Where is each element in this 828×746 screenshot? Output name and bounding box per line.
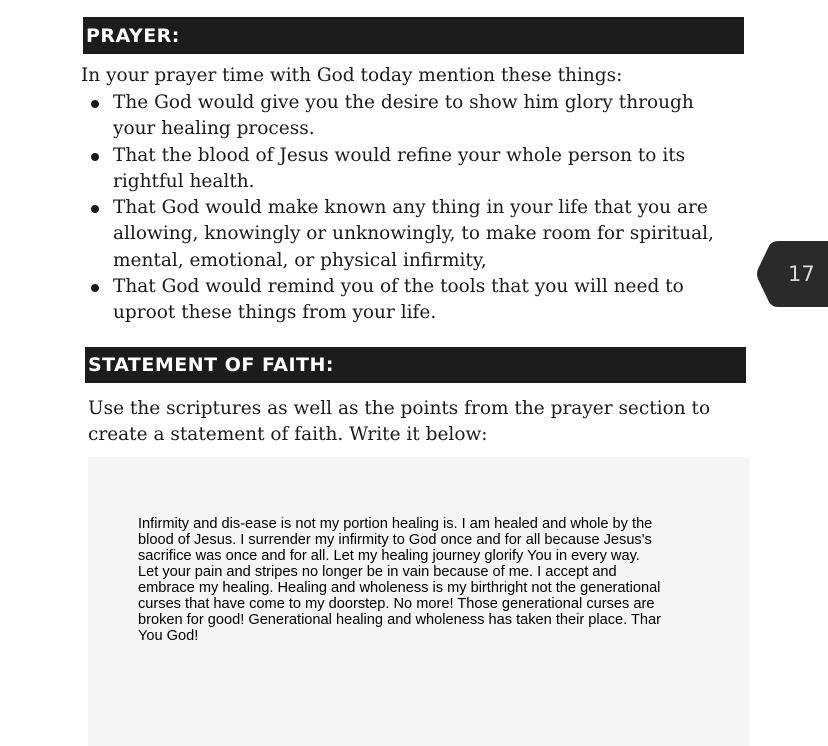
prayer-header xyxy=(83,17,744,54)
statement-of-faith-intro: Use the scriptures as well as the points from the prayer section to create a statement of faith. Write it below: xyxy=(88,398,711,445)
page-number: 17 xyxy=(788,262,815,286)
list-item: The God would give you the desire to show him glory through your healing process. xyxy=(88,90,738,143)
bullet-icon xyxy=(91,100,99,108)
statement-of-faith-answer-field[interactable] xyxy=(88,457,750,746)
list-item: That God would remind you of the tools that you will need to uproot these things from your life. xyxy=(88,274,738,327)
bullet-icon xyxy=(91,153,99,161)
page-number-tab xyxy=(756,241,828,307)
bullet-icon xyxy=(91,284,99,292)
bullet-icon xyxy=(91,205,99,213)
list-item: That God would make known any thing in your life that you are allowing, knowingly or unknowingly, to make room for spiritual, mental, emotional, or physical infirmity, xyxy=(88,195,738,274)
statement-of-faith-header xyxy=(85,347,746,383)
prayer-header-label: PRAYER: xyxy=(86,24,180,47)
list-item: That the blood of Jesus would refine your whole person to its rightful health. xyxy=(88,143,738,196)
statement-of-faith-header-label: STATEMENT OF FAITH: xyxy=(88,354,334,376)
prayer-bullet-list xyxy=(88,90,738,327)
prayer-intro: In your prayer time with God today mention these things: xyxy=(81,65,623,86)
statement-of-faith-answer-text[interactable]: Infirmity and dis-ease is not my portion healing is. I am healed and whole by the blood of Jesus. I surrender my infirmity to God once and for all because Jesus's sacrifice was once and for all. Let my healing journey glorify You in every way. Let your pain and stripes no longer be in vain because of me. I accept and embrace my healing. Healing and wholeness is my birthright not the generational curses that have come to my doorstep. No more! Those generational curses are broken for good! Generational healing and wholeness has taken their place. Thar You God! xyxy=(138,516,662,644)
